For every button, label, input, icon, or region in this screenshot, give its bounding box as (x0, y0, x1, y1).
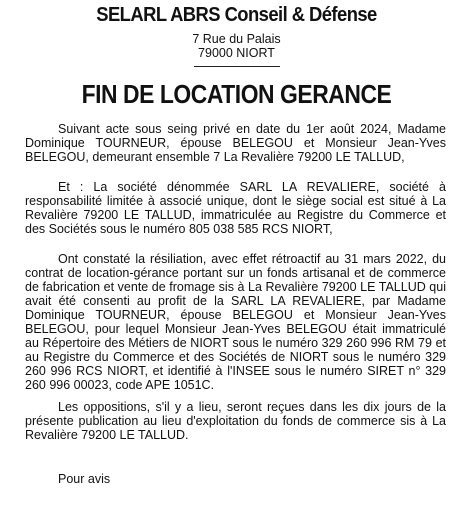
header-divider (194, 66, 280, 67)
closing-pour-avis: Pour avis (58, 472, 111, 486)
paragraph-oppositions: Les oppositions, s'il y a lieu, seront reçues dans les dix jours de la présente publication au lieu d'exploitation du fonds de commerce sis à La Revalière 79200 LE TALLUD. (25, 400, 446, 442)
paragraph-parties: Suivant acte sous seing privé en date du 1er août 2024, Madame Dominique TOURNEUR, épouse BELEGOU et Monsieur Jean-Yves BELEGOU, demeurant ensemble 7 La Revalière 79200 LE TALLUD, (25, 122, 446, 164)
firm-address-street: 7 Rue du Palais (192, 32, 281, 46)
firm-name: SELARL ABRS Conseil & Défense (96, 4, 377, 26)
notice-title: FIN DE LOCATION GERANCE (81, 79, 392, 109)
paragraph-termination: Ont constaté la résiliation, avec effet rétroactif au 31 mars 2022, du contrat de location-gérance portant sur un fonds artisanal et de commerce de fabrication et vente de fromage sis à La Revalière 79200 LE TALLUD qui avait été consenti au profit de la SARL LA REVALIERE, par Madame Dominique TOURNEUR, épouse BELEGOU et Monsieur Jean-Yves BELEGOU, pour lequel Monsieur Jean-Yves BELEGOU était immatriculé au Répertoire des Métiers de NIORT sous le numéro 329 260 996 RM 79 et au Registre du Commerce et des Sociétés de NIORT sous le numéro 329 260 996 RCS NIORT, et identifié à l'INSEE sous le numéro SIRET n° 329 260 996 00023, code APE 1051C. (25, 252, 446, 392)
paragraph-company: Et : La société dénommée SARL LA REVALIERE, société à responsabilité limitée à associé unique, dont le siège social est situé à La Revalière 79200 LE TALLUD, immatriculée au Registre du Commerce et des Sociétés sous le numéro 805 038 585 RCS NIORT, (25, 180, 446, 236)
firm-address (0, 32, 473, 60)
firm-address-city: 79000 NIORT (198, 46, 275, 60)
